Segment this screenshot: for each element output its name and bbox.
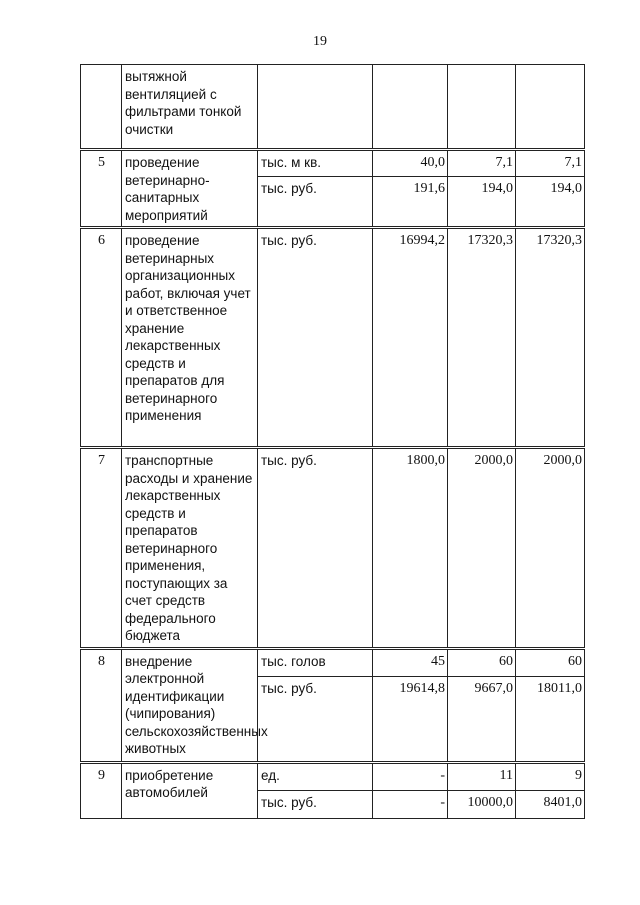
value-2 — [448, 65, 516, 150]
measure-name: внедрение электронной идентификации (чипирования) сельскохозяйственных животных — [122, 648, 258, 762]
unit: тыс. руб. — [258, 790, 373, 818]
value-1: - — [373, 790, 448, 818]
measure-name: транспортные расходы и хранение лекарственных средств и препаратов ветеринарного применения, поступающих за счет средств федерального бюджета — [122, 448, 258, 649]
value-3: 8401,0 — [516, 790, 585, 818]
row-number: 6 — [81, 228, 122, 448]
value-2: 11 — [448, 762, 516, 790]
value-3: 194,0 — [516, 176, 585, 227]
value-2: 7,1 — [448, 150, 516, 177]
unit: тыс. руб. — [258, 448, 373, 649]
row-number: 5 — [81, 150, 122, 228]
value-2: 194,0 — [448, 176, 516, 227]
page-number: 19 — [313, 34, 327, 49]
value-1: 1800,0 — [373, 448, 448, 649]
value-3: 18011,0 — [516, 676, 585, 762]
table-row — [81, 448, 585, 649]
measure-name: приобретение автомобилей — [122, 762, 258, 818]
value-3: 7,1 — [516, 150, 585, 177]
table-row — [81, 65, 585, 150]
table-row — [81, 228, 585, 448]
value-2: 9667,0 — [448, 676, 516, 762]
value-2: 17320,3 — [448, 228, 516, 448]
unit — [258, 65, 373, 150]
table-row — [81, 150, 585, 177]
value-3: 60 — [516, 648, 585, 676]
value-2: 60 — [448, 648, 516, 676]
value-1: 40,0 — [373, 150, 448, 177]
unit: тыс. голов — [258, 648, 373, 676]
value-1: 45 — [373, 648, 448, 676]
row-number: 8 — [81, 648, 122, 762]
measure-name: проведение ветеринарных организационных работ, включая учет и ответственное хранение лекарственных средств и препаратов для ветеринарного применения — [122, 228, 258, 448]
unit: тыс. м кв. — [258, 150, 373, 177]
value-3: 2000,0 — [516, 448, 585, 649]
value-1: - — [373, 762, 448, 790]
table-body — [81, 65, 585, 819]
value-1: 19614,8 — [373, 676, 448, 762]
row-number: 9 — [81, 762, 122, 818]
unit: тыс. руб. — [258, 676, 373, 762]
value-1: 16994,2 — [373, 228, 448, 448]
value-2: 2000,0 — [448, 448, 516, 649]
value-3 — [516, 65, 585, 150]
value-3: 9 — [516, 762, 585, 790]
value-1: 191,6 — [373, 176, 448, 227]
indicators-table — [80, 64, 585, 819]
value-2: 10000,0 — [448, 790, 516, 818]
row-number: 7 — [81, 448, 122, 649]
value-3: 17320,3 — [516, 228, 585, 448]
unit: ед. — [258, 762, 373, 790]
value-1 — [373, 65, 448, 150]
unit: тыс. руб. — [258, 176, 373, 227]
measure-name: проведение ветеринарно-санитарных мероприятий — [122, 150, 258, 228]
table-row — [81, 762, 585, 790]
unit: тыс. руб. — [258, 228, 373, 448]
measure-name: вытяжной вентиляцией с фильтрами тонкой очистки — [122, 65, 258, 150]
table-row — [81, 648, 585, 676]
row-number — [81, 65, 122, 150]
